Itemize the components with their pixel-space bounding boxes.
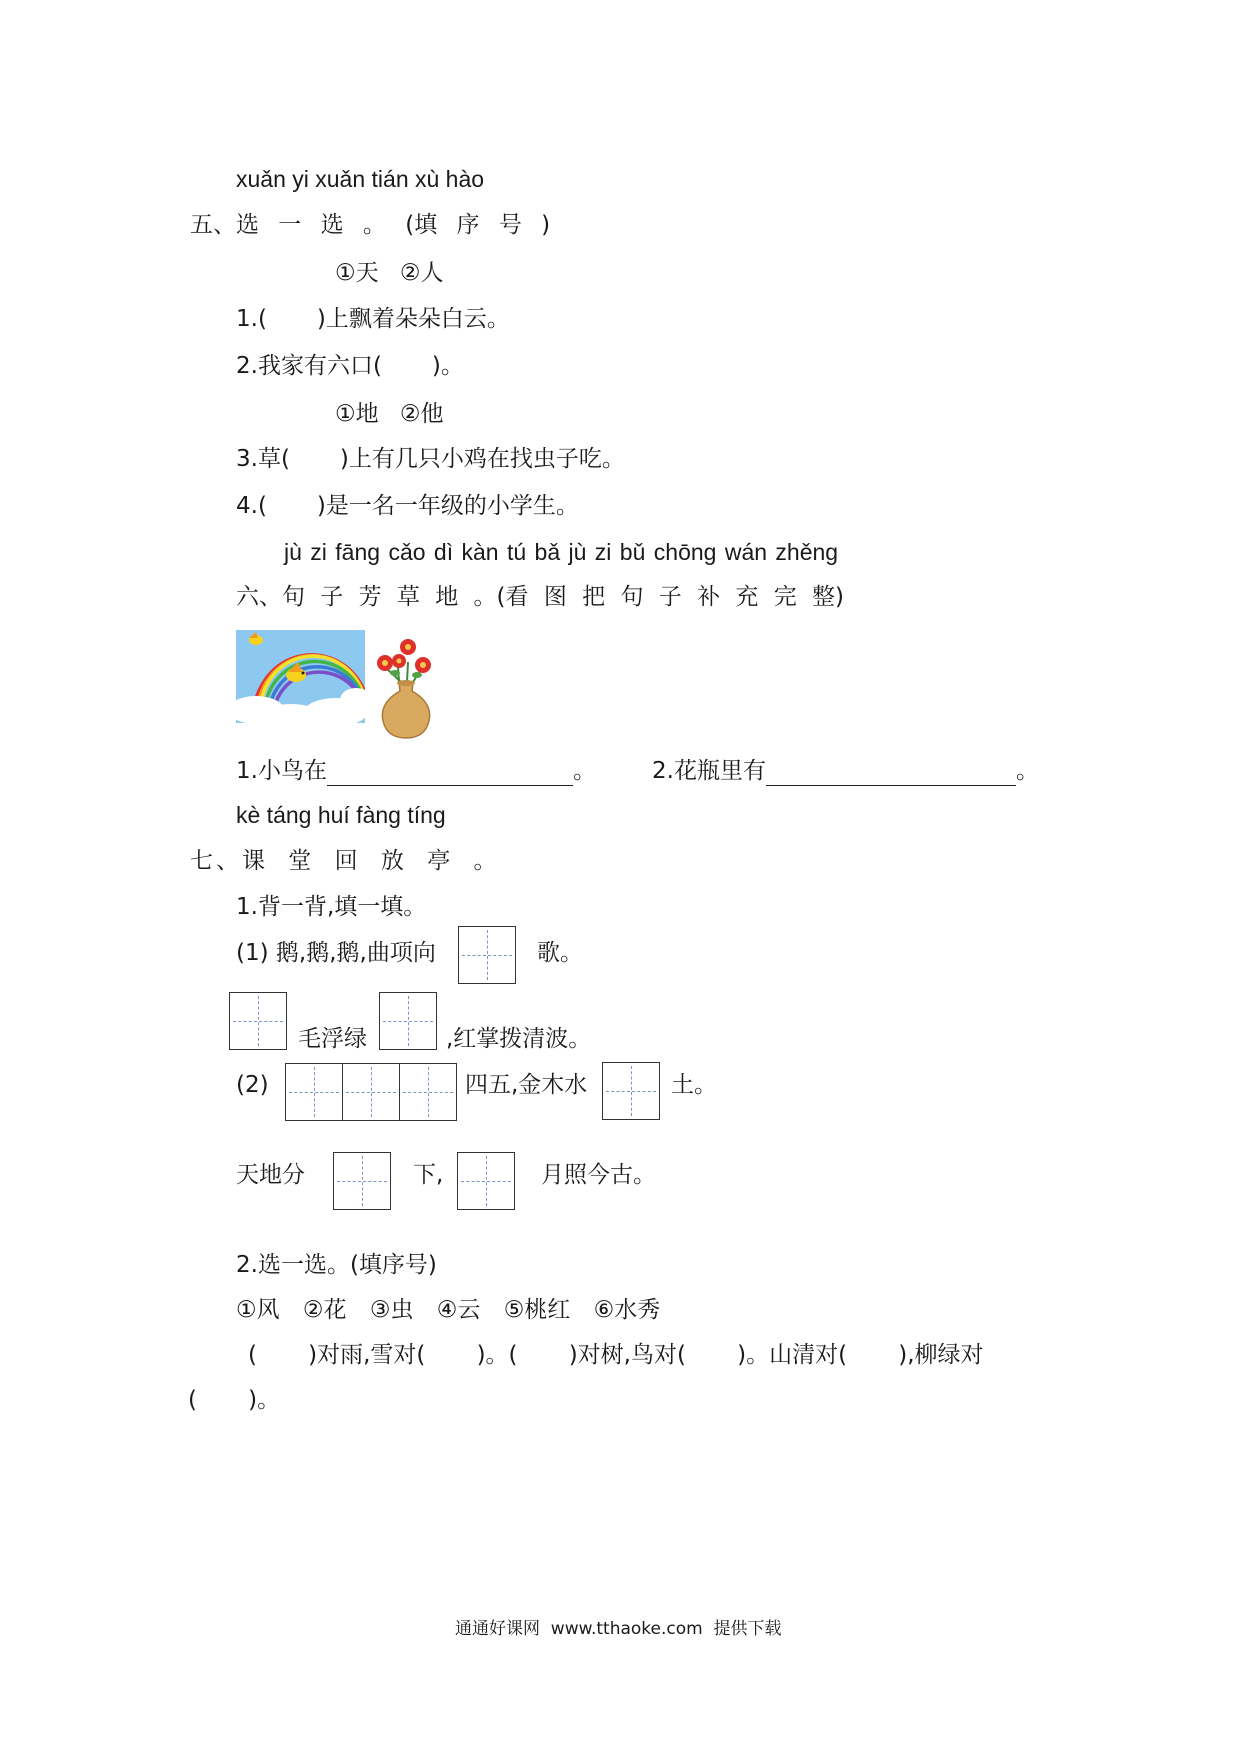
q1-end: )上飘着朵朵白云。: [316, 306, 510, 332]
tianzige-box[interactable]: [379, 992, 437, 1050]
sec5-title: 五、选 一 选 。 (填 序 号 ): [190, 212, 551, 238]
tianzige-box[interactable]: [333, 1152, 391, 1210]
sec5-options-a: ①天 ②人: [335, 260, 444, 286]
sec7-title: 七、课 堂 回 放 亭 。: [190, 848, 500, 874]
tianzige-box[interactable]: [285, 1063, 343, 1121]
sec5-q1: [236, 304, 510, 334]
q3-start: 3.草(: [236, 446, 290, 472]
tianzige-box[interactable]: [229, 992, 287, 1050]
poem-line-3c: 土。: [671, 1072, 717, 1098]
s2-end: 。: [1015, 758, 1039, 784]
q4-end: )是一名一年级的小学生。: [316, 493, 579, 519]
poem-line-3b: 四五,金木水: [465, 1072, 588, 1098]
tianzige-box[interactable]: [342, 1063, 400, 1121]
poem-line-2a: 毛浮绿: [298, 1026, 367, 1052]
sec6-pinyin: jù zi fāng cǎo dì kàn tú bǎ jù zi bǔ chōng wán zhěng: [284, 539, 839, 565]
sec6-title: 六、句 子 芳 草 地 。(看 图 把 句 子 补 充 完 整): [236, 584, 844, 610]
sec5-pinyin: xuǎn yi xuǎn tián xù hào: [236, 166, 485, 192]
sec5-q2: [236, 351, 464, 381]
sec6-sentence-2: [652, 756, 1039, 786]
poem-line-4c: 月照今古。: [541, 1162, 656, 1188]
tianzige-box[interactable]: [457, 1152, 515, 1210]
s1-answer-line[interactable]: [327, 761, 573, 786]
q1-start: 1.(: [236, 306, 267, 332]
q4-start: 4.(: [236, 493, 267, 519]
flower-vase-picture: [373, 637, 439, 740]
poem-line-4a: 天地分: [236, 1162, 305, 1188]
sec7-pairs-line-2: ( )。: [188, 1387, 281, 1413]
q2-end: )。: [431, 353, 464, 379]
poem-line-1a: (1) 鹅,鹅,鹅,曲项向: [236, 940, 436, 966]
poem-line-3a: (2): [236, 1072, 269, 1098]
poem-line-2b: ,红掌拨清波。: [446, 1026, 592, 1052]
poem-line-1b: 歌。: [537, 940, 583, 966]
poem-line-4b: 下,: [413, 1162, 444, 1188]
footer-text: 通通好课网 www.tthaoke.com 提供下载: [455, 1619, 782, 1639]
q2-start: 2.我家有六口(: [236, 353, 382, 379]
s1-end: 。: [572, 758, 596, 784]
rainbow-bird-illustration: [236, 630, 365, 723]
s1-label: 1.小鸟在: [236, 758, 327, 784]
sec5-q3: [236, 444, 625, 474]
sec7-pinyin: kè táng huí fàng tíng: [236, 802, 446, 828]
s2-answer-line[interactable]: [766, 761, 1016, 786]
s2-label: 2.花瓶里有: [652, 758, 766, 784]
q3-end: )上有几只小鸡在找虫子吃。: [339, 446, 625, 472]
tianzige-box[interactable]: [399, 1063, 457, 1121]
sec7-options: ①风 ②花 ③虫 ④云 ⑤桃红 ⑥水秀: [236, 1297, 661, 1323]
rainbow-bird-picture: [236, 630, 365, 723]
sec5-q4: [236, 491, 579, 521]
tianzige-box[interactable]: [458, 926, 516, 984]
flower-vase-illustration: [373, 637, 439, 740]
tianzige-box[interactable]: [602, 1062, 660, 1120]
sec7-pairs-line-1: ( )对雨,雪对( )。( )对树,鸟对( )。山清对( ),柳绿对: [248, 1342, 984, 1368]
sec7-sub1: 1.背一背,填一填。: [236, 894, 427, 920]
sec7-sub2: 2.选一选。(填序号): [236, 1252, 437, 1278]
sec6-sentence-1: [236, 756, 596, 786]
sec5-options-b: ①地 ②他: [335, 401, 444, 427]
